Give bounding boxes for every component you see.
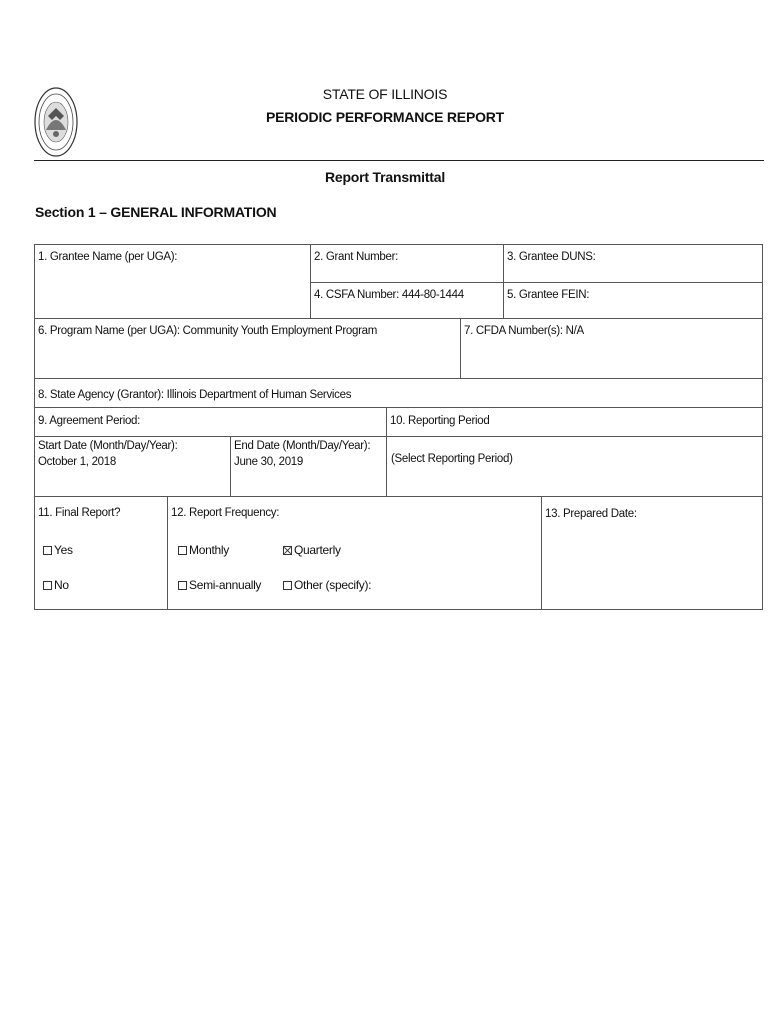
frequency-monthly-option[interactable]	[178, 543, 229, 557]
grant-number-field[interactable]	[310, 244, 504, 283]
semi-annually-checkbox[interactable]	[178, 581, 187, 590]
reporting-period-select-label: (Select Reporting Period)	[391, 453, 513, 465]
state-agency-field[interactable]	[34, 378, 763, 408]
no-checkbox[interactable]	[43, 581, 52, 590]
program-name-label: 6. Program Name (per UGA): Community Youth Employment Program	[38, 325, 377, 337]
grantee-duns-field[interactable]	[503, 244, 763, 283]
prepared-date-label: 13. Prepared Date:	[545, 508, 637, 520]
state-heading: STATE OF ILLINOIS	[322, 86, 448, 102]
frequency-other-option[interactable]	[283, 578, 371, 592]
end-date-value: June 30, 2019	[234, 456, 303, 468]
agreement-period-label: 9. Agreement Period:	[38, 415, 141, 427]
final-report-label: 11. Final Report?	[38, 507, 121, 519]
prepared-date-field[interactable]	[541, 496, 763, 610]
start-date-field[interactable]	[34, 436, 231, 497]
reporting-period-field	[386, 407, 763, 437]
transmittal-heading: Report Transmittal	[324, 169, 446, 185]
grant-number-label: 2. Grant Number:	[314, 251, 399, 263]
monthly-checkbox[interactable]	[178, 546, 187, 555]
semi-annually-label: Semi-annually	[189, 578, 262, 592]
start-date-value: October 1, 2018	[38, 456, 116, 468]
start-date-label: Start Date (Month/Day/Year):	[38, 440, 178, 452]
end-date-label: End Date (Month/Day/Year):	[234, 440, 371, 452]
grantee-name-field[interactable]	[34, 244, 311, 319]
yes-label: Yes	[54, 543, 73, 557]
final-report-no-option[interactable]	[43, 578, 69, 592]
report-frequency-label: 12. Report Frequency:	[171, 507, 280, 519]
cfda-number-label: 7. CFDA Number(s): N/A	[464, 325, 584, 337]
quarterly-checkbox[interactable]	[283, 546, 292, 555]
cfda-number-field[interactable]	[460, 318, 763, 379]
reporting-period-select[interactable]	[386, 436, 763, 497]
end-date-field[interactable]	[230, 436, 387, 497]
final-report-yes-option[interactable]	[43, 543, 73, 557]
reporting-period-label: 10. Reporting Period	[390, 415, 490, 427]
grantee-name-label: 1. Grantee Name (per UGA):	[38, 251, 178, 263]
report-title: PERIODIC PERFORMANCE REPORT	[265, 109, 505, 125]
csfa-number-field[interactable]	[310, 282, 504, 319]
yes-checkbox[interactable]	[43, 546, 52, 555]
grantee-duns-label: 3. Grantee DUNS:	[507, 251, 596, 263]
agreement-period-field	[34, 407, 387, 437]
header-divider	[34, 160, 764, 161]
other-label: Other (specify):	[294, 578, 372, 592]
state-agency-label: 8. State Agency (Grantor): Illinois Department of Human Services	[38, 389, 352, 401]
grantee-fein-field[interactable]	[503, 282, 763, 319]
no-label: No	[54, 578, 69, 592]
other-checkbox[interactable]	[283, 581, 292, 590]
csfa-number-label: 4. CSFA Number: 444-80-1444	[314, 289, 464, 301]
frequency-quarterly-option[interactable]	[283, 543, 341, 557]
quarterly-label: Quarterly	[294, 543, 341, 557]
monthly-label: Monthly	[189, 543, 229, 557]
general-information-form	[34, 244, 763, 610]
frequency-semi-annually-option[interactable]	[178, 578, 261, 592]
program-name-field[interactable]	[34, 318, 461, 379]
section-title: Section 1 – GENERAL INFORMATION	[35, 204, 277, 220]
grantee-fein-label: 5. Grantee FEIN:	[507, 289, 590, 301]
